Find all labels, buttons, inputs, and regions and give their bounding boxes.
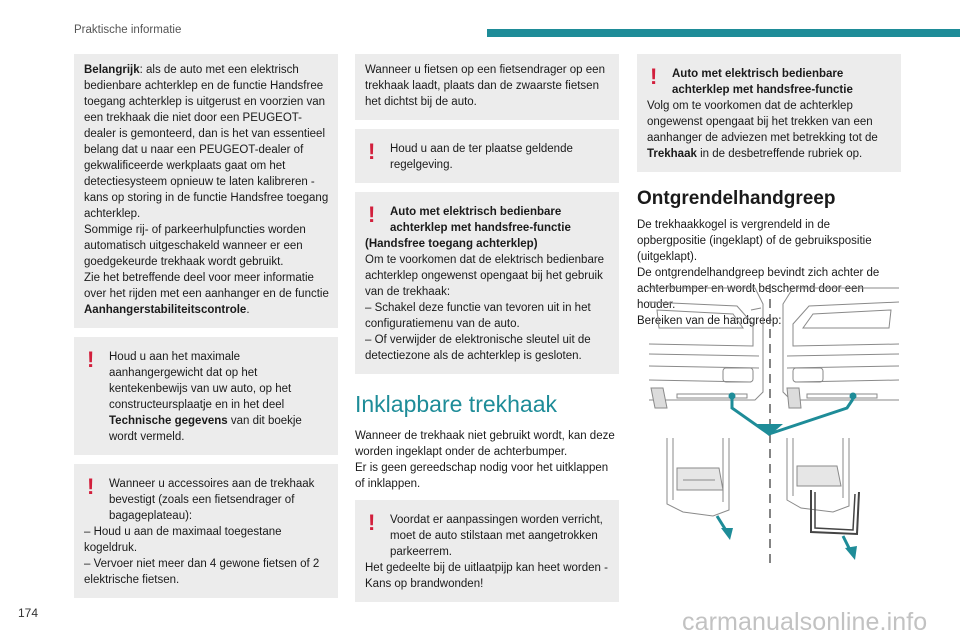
warning-box-trailer-handsfree	[637, 54, 901, 172]
warning-exclamation-icon: !	[368, 202, 376, 227]
release-handle-para-2: De ontgrendelhandgreep bevindt zich achter de achterbumper en wordt beschermd door een houder.	[637, 267, 880, 311]
towbar-ref: Trekhaak	[647, 148, 697, 160]
section-heading-folding-towbar: Inklapbare trekhaak	[355, 391, 558, 417]
warning-box-handsfree	[355, 192, 619, 374]
trailer-ref-end: .	[246, 304, 250, 316]
accessories-item-1: – Houd u aan de maximaal toegestane kogeldruk.	[84, 526, 282, 554]
trailer-handsfree-title: Auto met elektrisch bedienbare achterklep met handsfree-functie	[672, 68, 853, 96]
watermark: carmanualsonline.info	[682, 608, 928, 636]
trailer-ref-text: Zie het betreffende deel voor meer informatie over het rijden met een aanhanger en de functie	[84, 272, 329, 300]
car-rear-right-drawing	[783, 288, 899, 408]
release-handle-para-1: De trekhaakkogel is vergrendeld in de opbergpositie (ingeklapt) of de gebruikspositie (uitgeklapt).	[637, 219, 872, 263]
warning-exclamation-icon: !	[87, 347, 95, 372]
assist-functions-note: Sommige rij- of parkeerhulpfuncties worden automatisch uitgeschakeld wanneer er een goedgekeurde trekhaak wordt gebruikt.	[84, 224, 306, 268]
release-handle-detail-right	[787, 438, 859, 534]
page-number: 174	[18, 606, 39, 620]
regulations-text: Houd u aan de ter plaatse geldende regelgeving.	[390, 143, 573, 171]
warning-exclamation-icon: !	[368, 139, 376, 164]
warning-box-regulations	[355, 129, 619, 183]
release-handle-para-3: Bereiken van de handgreep:	[637, 315, 782, 327]
header-title: Praktische informatie	[74, 24, 182, 36]
accessories-text: Wanneer u accessoires aan de trekhaak bevestigt (zoals een fietsendrager of bagageplateau):	[109, 478, 315, 522]
info-box-important	[74, 54, 338, 328]
section-heading-release-handle: Ontgrendelhandgreep	[637, 188, 836, 209]
handsfree-item-2: – Of verwijder de elektronische sleutel uit de detectiezone als de achterklep is gesloten.	[365, 334, 591, 362]
warning-box-accessories	[74, 464, 338, 598]
accessories-item-2: – Vervoer niet meer dan 4 gewone fietsen of 2 elektrische fietsen.	[84, 558, 320, 586]
release-handle-detail-left	[667, 438, 729, 516]
handsfree-text: Om te voorkomen dat de elektrisch bedienbare achterklep ongewenst opengaat bij het gebruik van de trekhaak:	[365, 254, 605, 298]
car-rear-left-drawing	[649, 288, 763, 408]
warning-exclamation-icon: !	[650, 64, 658, 89]
handsfree-subtitle: (Handsfree toegang achterklep)	[365, 238, 538, 250]
max-weight-text-c: van dit boekje wordt vermeld.	[109, 415, 302, 443]
bikes-text: Wanneer u fietsen op een fietsendrager op een trekhaak laadt, plaats dan de zwaarste fietsen het dichtst bij de auto.	[365, 64, 605, 108]
warning-exclamation-icon: !	[368, 510, 376, 535]
warning-box-parking-brake	[355, 500, 619, 602]
parking-brake-text: Voordat er aanpassingen worden verricht, moet de auto stilstaan met aangetrokken parkeerrem.	[390, 514, 603, 558]
trailer-handsfree-text-c: in de desbetreffende rubriek op.	[696, 148, 863, 160]
important-text: : als de auto met een elektrisch bedienbare achterklep en de functie Handsfree toegang achterklep is uitgerust en voorzien van een trekhaak die niet door een PEUGEOT-dealer is gemonteerd, dan is het van essentieel belang dat u naar een PEUGEOT-dealer of gekwalificeerde werkplaats gaat om het detectiesysteem opnieuw te laten kalibreren - kans op storing in de functie Handsfree toegang achterklep.	[84, 64, 329, 220]
handsfree-item-1: – Schakel deze functie van tevoren uit in het configuratiemenu van de auto.	[365, 302, 591, 330]
trailer-handsfree-text	[647, 98, 892, 162]
towbar-release-illustration	[637, 284, 907, 574]
trailer-stability-ref: Aanhangerstabiliteitscontrole	[84, 304, 247, 316]
info-box-bikes	[355, 54, 619, 120]
hot-exhaust-text: Het gedeelte bij de uitlaatpijp kan heet worden - Kans op brandwonden!	[365, 562, 608, 590]
max-weight-text-a: Houd u aan het maximale aanhangergewicht dat op het kentekenbewijs van uw auto, op het constructeursplaatje en in het deel	[109, 351, 292, 411]
warning-box-max-weight	[74, 337, 338, 455]
trailer-handsfree-text-a: Volg om te voorkomen dat de achterklep ongewenst opengaat bij het trekken van een aanhanger de adviezen met betrekking tot de	[647, 100, 878, 144]
handsfree-title: Auto met elektrisch bedienbare achterklep met handsfree-functie	[390, 206, 571, 234]
header-accent-bar	[487, 29, 960, 37]
column-middle	[355, 54, 619, 611]
technical-data-ref: Technische gegevens	[109, 415, 228, 427]
important-label: Belangrijk	[84, 64, 140, 76]
folding-towbar-para-2: Er is geen gereedschap nodig voor het uitklappen of inklappen.	[355, 462, 609, 490]
column-left	[74, 54, 338, 607]
folding-towbar-para-1: Wanneer de trekhaak niet gebruikt wordt, kan deze worden ingeklapt onder de achterbumper.	[355, 430, 615, 458]
warning-exclamation-icon: !	[87, 474, 95, 499]
max-weight-text	[84, 349, 329, 445]
